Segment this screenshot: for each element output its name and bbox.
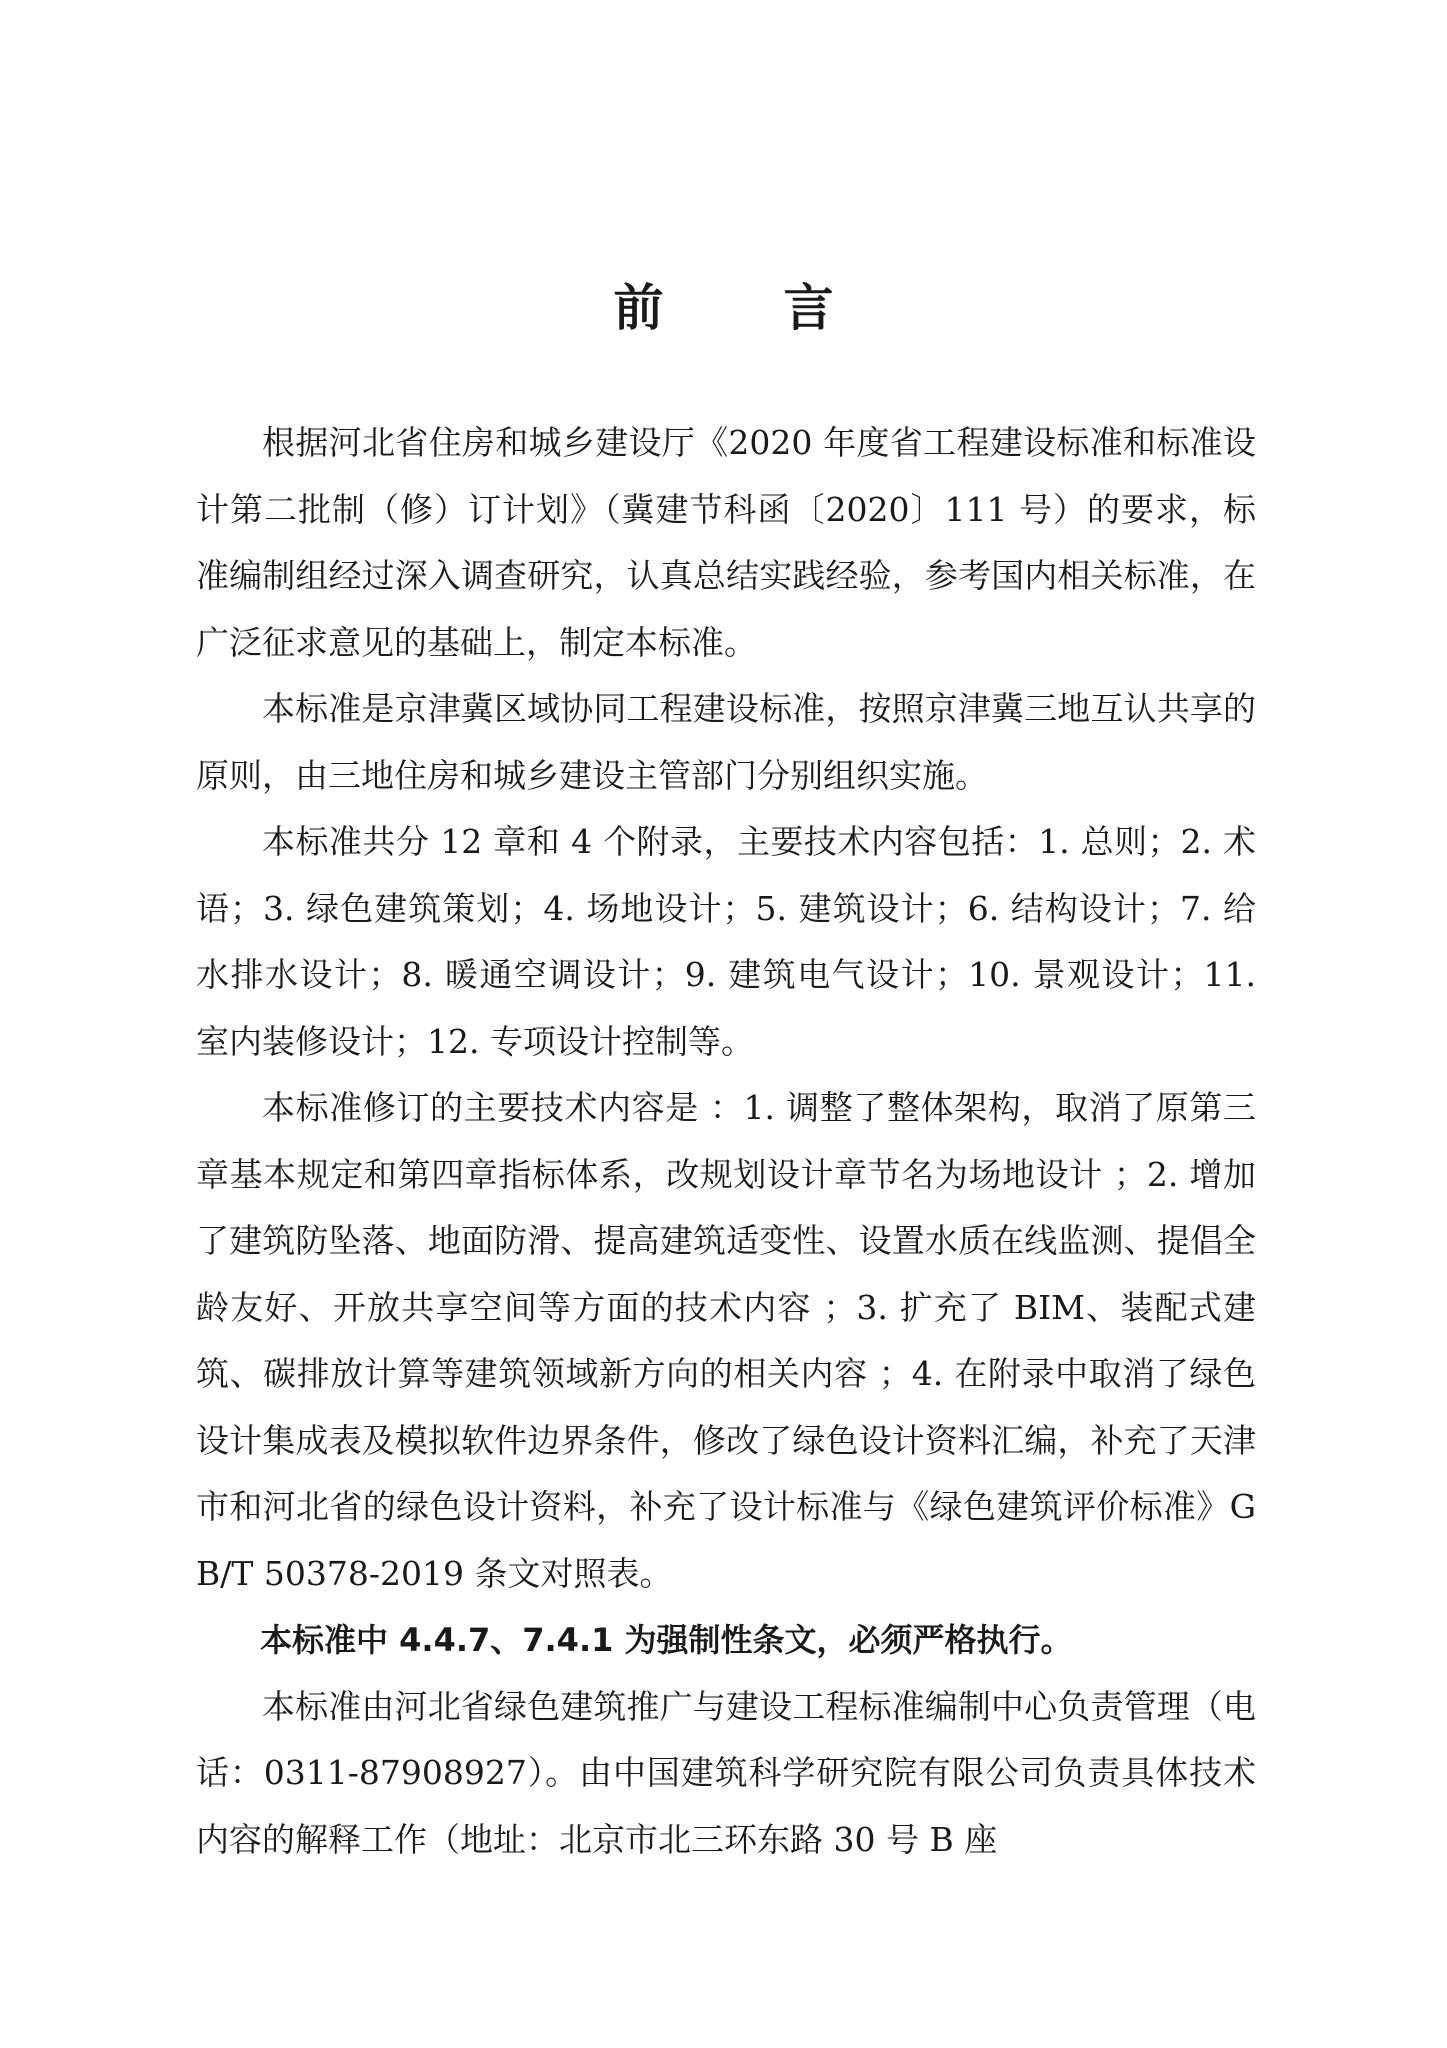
preface-body <box>196 410 1256 1873</box>
page-title-part-2: 言 <box>783 278 834 337</box>
paragraph-regional-standard: 本标准是京津冀区域协同工程建设标准，按照京津冀三地互认共享的原则，由三地住房和城乡建设主管部门分别组织实施。 <box>196 689 1256 795</box>
paragraph-revision-content: 本标准修订的主要技术内容是 ：1. 调整了整体架构，取消了原第三章基本规定和第四章指标体系，改规划设计章节名为场地设计 ；2. 增加了建筑防坠落、地面防滑、提高建筑适变性、设置水质在线监测、提倡全龄友好、开放共享空间等方面的技术内容 ；3. 扩充了 BIM、装配式建筑、碳排放计算等建筑领域新方向的相关内容 ；4. 在附录中取消了绿色设计集成表及模拟软件边界条件，修改了绿色设计资料汇编，补充了天津市和河北省的绿色设计资料，补充了设计标准与《绿色建筑评价标准》GB/T 50378-2019 条文对照表。 <box>196 1088 1256 1593</box>
paragraph-main-content: 本标准共分 12 章和 4 个附录，主要技术内容包括：1. 总则；2. 术语；3. 绿色建筑策划；4. 场地设计；5. 建筑设计；6. 结构设计；7. 给水排水设计；8. 暖通空调设计；9. 建筑电气设计；10. 景观设计；11. 室内装修设计；12. 专项设计控制等。 <box>196 822 1256 1061</box>
page-title-part-1: 前 <box>613 278 664 337</box>
paragraph-basis: 根据河北省住房和城乡建设厅《2020 年度省工程建设标准和标准设计第二批制（修）订计划》（冀建节科函〔2020〕111 号）的要求，标准编制组经过深入调查研究，认真总结实践经验，参考国内相关标准，在广泛征求意见的基础上，制定本标准。 <box>196 423 1256 662</box>
paragraph-mandatory-clauses: 本标准中 4.4.7、7.4.1 为强制性条文，必须严格执行。 <box>260 1621 1073 1659</box>
page-title <box>0 278 1447 338</box>
paragraph-management: 本标准由河北省绿色建筑推广与建设工程标准编制中心负责管理（电话：0311-87908927）。由中国建筑科学研究院有限公司负责具体技术内容的解释工作（地址：北京市北三环东路 30 号 B 座 <box>196 1686 1256 1859</box>
